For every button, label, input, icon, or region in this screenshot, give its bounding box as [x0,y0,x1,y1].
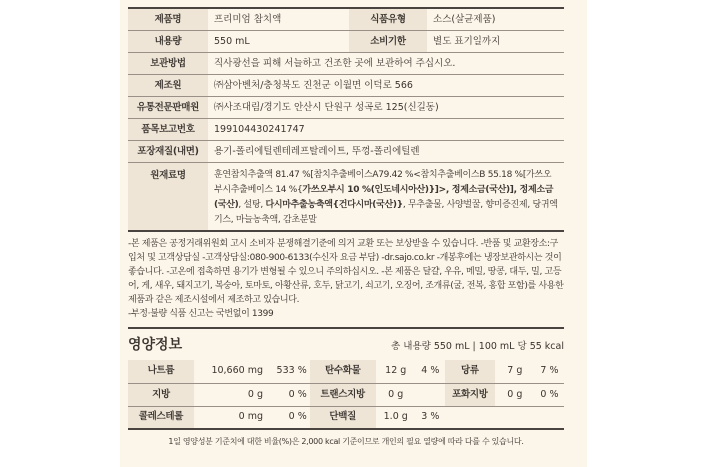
nutrient-name: 트랜스지방 [310,383,376,406]
ingredients-bold: 가쓰오부시 10 %(인도네시아산)}]>, 정제소금(국산)], 정제소금(국산) [214,184,554,210]
row-value: 550 mL [208,30,349,52]
nutrient-name: 포화지방 [445,383,495,406]
nutrition-row [128,383,564,406]
row-value: 직사광선을 피해 서늘하고 건조한 곳에 보관하여 주십시오. [208,52,564,74]
nutrient-amount: 1.0 g [376,406,416,429]
nutrient-percent: 0 % [266,383,310,406]
nutrient-amount: 0 g [194,383,266,406]
nutrient-percent: 533 % [266,360,310,383]
row-value: 용기-폴리에틸렌테레프탈레이트, 뚜껑-폴리에틸렌 [208,140,564,162]
row-value: 프리미엄 참치액 [208,8,349,30]
nutrient-percent: 0 % [535,383,564,406]
nutrition-footnote: 1일 영양성분 기준치에 대한 비율(%)은 2,000 kcal 기준이므로 개인의 필요 열량에 따라 다를 수 있습니다. [168,437,524,446]
table-row [128,96,564,118]
nutrient-percent [535,406,564,429]
row-label: 제품명 [128,8,208,30]
product-info-table [128,7,564,232]
ingredients-text: 훈연참치추출액 81.47 %[참치추출베이스A79.42 %<참치추출베이스B 55.18 %[가쓰오부시추출베이스 14 %{ [214,169,552,195]
nutrient-amount: 0 g [376,383,416,406]
table-row [128,140,564,162]
ingredients-value [208,162,564,231]
row-label: 포장재질(내면) [128,140,208,162]
ingredients-text: , 무추출물, 사양벌꿀, 향미증진제, 당귀엑기스, 마늘농축액, 감초분말 [214,199,558,225]
table-row [128,8,564,30]
nutrient-amount [495,406,535,429]
nutrient-amount: 7 g [495,360,535,383]
nutrient-percent [416,383,445,406]
row-value: 소스(살균제품) [427,8,564,30]
row-label: 내용량 [128,30,208,52]
table-row [128,74,564,96]
nutrient-percent: 3 % [416,406,445,429]
row-value: ㈜삼아벤처/충청북도 진천군 이월면 이덕로 566 [208,74,564,96]
row-label: 품목보고번호 [128,118,208,140]
row-value: ㈜사조대림/경기도 안산시 단원구 성곡로 125(신길동) [208,96,564,118]
row-label: 소비기한 [349,30,427,52]
table-row [128,162,564,231]
nutrient-amount: 12 g [376,360,416,383]
nutrition-title: 영양정보 [128,337,183,353]
table-row [128,52,564,74]
notice-line: -부정·불량 식품 신고는 국번없이 1399 [128,309,274,319]
ingredients-text: , 설탕, [238,199,266,210]
notice-line: -본 제품은 공정거래위원회 고시 소비자 분쟁해결기준에 의거 교환 또는 보상받을 수 있습니다. -반품 및 교환장소:구입처 및 고객상담실 -고객상담실:080-900-6133(수신자 요금 부담) -dr.sajo.co.kr -개봉후에는 냉장보관하시는 것이 좋습니다. -고온에 접촉하면 용기가 변형될 수 있으니 주의하십시오. -본 제품은 달걀, 우유, 메밀, 땅콩, 대두, 밀, 고등어, 게, 새우, 돼지고기, 복숭아, 토마토, 아황산류, 호두, 닭고기, 쇠고기, 오징어, 조개류(굴, 전복, 홍합 포함)를 사용한 제품과 같은 제조시설에서 제조하고 있습니다. [128,239,564,305]
row-label: 제조원 [128,74,208,96]
nutrition-summary: 총 내용량 550 mL | 100 mL 당 55 kcal [391,341,564,352]
row-label: 원재료명 [128,162,208,231]
ingredients-bold: 다시마추출농축액{건다시마(국산)} [265,199,403,210]
nutrition-row [128,360,564,383]
nutrition-table [128,360,564,430]
row-value: 별도 표기일까지 [427,30,564,52]
nutrient-amount: 0 mg [194,406,266,429]
nutrient-percent: 4 % [416,360,445,383]
row-label: 보관방법 [128,52,208,74]
nutrient-amount: 10,660 mg [194,360,266,383]
nutrient-percent: 0 % [266,406,310,429]
nutrient-name: 당류 [445,360,495,383]
nutrient-percent: 7 % [535,360,564,383]
nutrient-name: 지방 [128,383,194,406]
nutrient-name: 탄수화물 [310,360,376,383]
row-label: 식품유형 [349,8,427,30]
table-row [128,118,564,140]
nutrition-row [128,406,564,429]
nutrient-name: 콜레스테롤 [128,406,194,429]
row-label: 유통전문판매원 [128,96,208,118]
row-value: 199104430241747 [208,118,564,140]
nutrient-name: 나트륨 [128,360,194,383]
nutrient-name [445,406,495,429]
nutrient-name: 단백질 [310,406,376,429]
notice-text [128,237,564,329]
nutrition-header [128,334,564,354]
nutrient-amount: 0 g [495,383,535,406]
label-panel [120,0,587,467]
table-row [128,30,564,52]
